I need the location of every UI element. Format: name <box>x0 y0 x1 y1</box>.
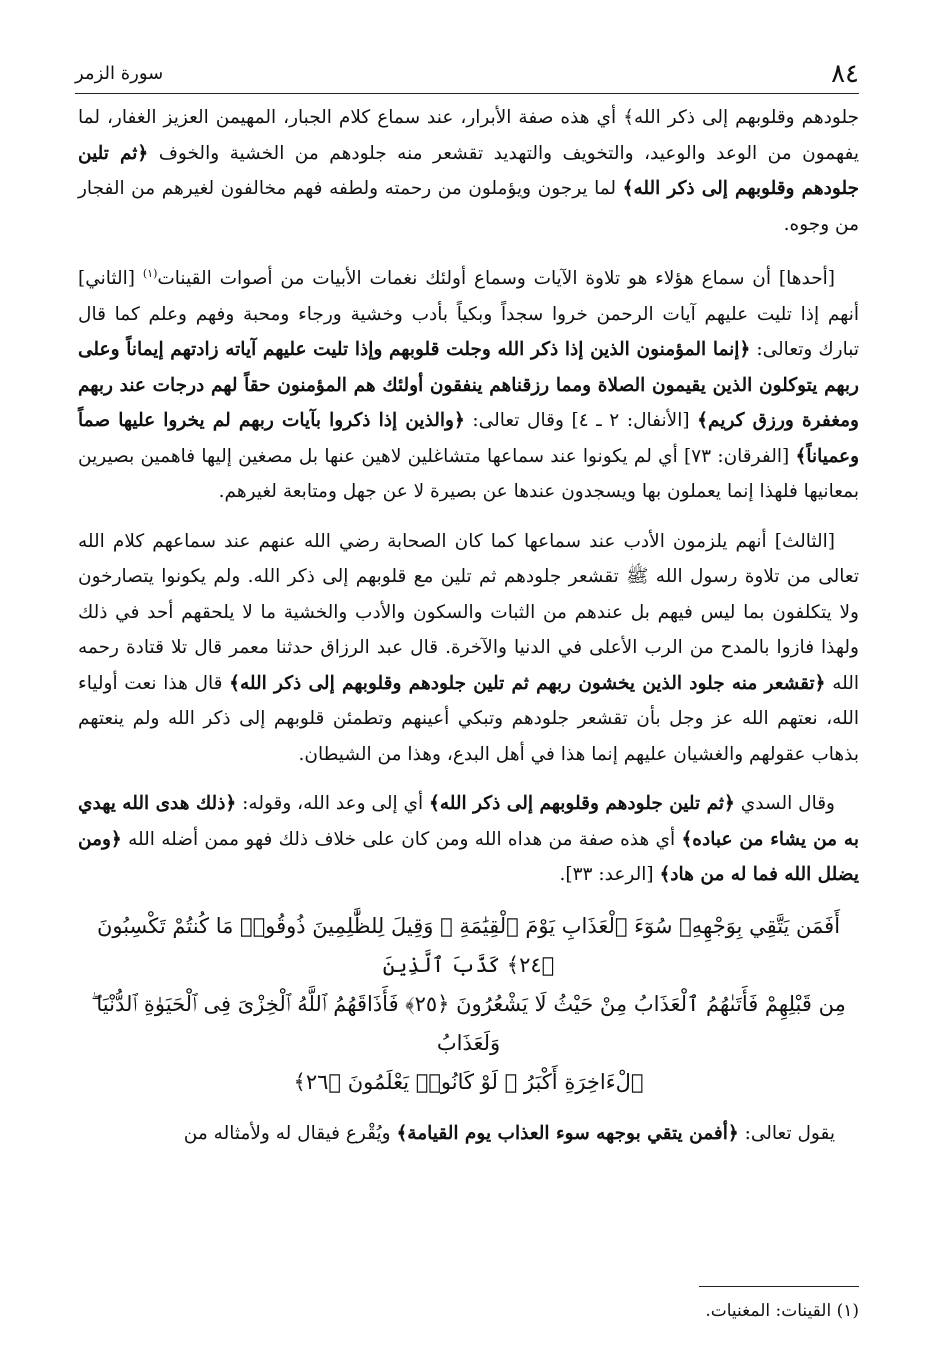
footnote-1: (١) القينات: المغنيات. <box>705 1301 859 1321</box>
footnote-divider <box>699 1286 859 1287</box>
footnote-ref: (١) <box>142 267 158 280</box>
quran-quote: ﴿أفمن يتقي بوجهه سوء العذاب يوم القيامة﴾ <box>396 1122 739 1144</box>
surah-name: سورة الزمر <box>75 63 164 84</box>
paragraph-4 <box>78 786 859 893</box>
page-number: ٨٤ <box>831 59 859 89</box>
text: قال هذا نعت أولياء الله، نعتهم الله عز وجل بأن تقشعر جلودهم وتبكي أعينهم وتطمئن قلوبهم إلى ذكر الله ولم ينعتهم بذهاب عقولهم والغشيان عليهم إنما هذا في أهل البدع، وهذا من الشيطان. <box>78 672 859 765</box>
text: [الثاني] أنهم إذا تليت عليهم آيات الرحمن خروا سجداً وبكياً بأدب وخشية ورجاء ومحبة وفهم وعلم كما قال تبارك وتعالى: <box>78 268 859 361</box>
verse-line: ٱلْءَاخِرَةِ أَكْبَرُ ۚ لَوْ كَانُوا۟ يَعْلَمُونَ ﴿٢٦﴾ <box>293 1069 644 1094</box>
text: [الرعد: ٣٣]. <box>559 864 660 886</box>
quran-quote: ﴿ومن يضلل الله فما له من هاد﴾ <box>78 828 859 886</box>
text: [الأنفال: ٢ ـ ٤] وقال تعالى: <box>464 410 698 432</box>
quran-quote: ﴿ذلك هدى الله يهدي به من يشاء من عباده﴾ <box>78 793 859 850</box>
text: [أحدها] أن سماع هؤلاء هو تلاوة الآيات وسماع أولئك نغمات الأبيات من أصوات القينات <box>157 268 835 290</box>
text: [الثالث] أنهم يلزمون الأدب عند سماعها كما كان الصحابة رضي الله عنهم عند سماعهم كلام الله تعالى من تلاوة رسول الله ﷺ تقشعر جلودهم ثم تلين مع قلوبهم إلى ذكر الله. ولم يكونوا يتصارخون ولا يتكلفون بما ليس فيهم بل عندهم من الثبات والسكون والأدب والخشية ما لا يلحقهم أحد في ذلك ولهذا فازوا بالمدح من الرب الأعلى في الدنيا والآخرة. قال عبد الرزاق حدثنا معمر قال تلا قتادة رحمه الله <box>78 530 860 694</box>
quran-quote: ﴿والذين إذا ذكروا بآيات ربهم لم يخروا عليها صماً وعمياناً﴾ <box>78 410 859 467</box>
text: لما يرجون ويؤملون من رحمته ولطفه فهم مخالفون لغيرهم من الفجار من وجوه. <box>78 178 859 235</box>
text: جلودهم وقلوبهم إلى ذكر الله﴾ أي هذه صفة الأبرار، عند سماع كلام الجبار، المهيمن العزيز الغفار، لما يفهمون من الوعد والوعيد، والتخويف والتهديد تقشعر منه جلودهم من الخشية والخوف <box>78 107 859 164</box>
text: يقول تعالى: <box>738 1122 835 1144</box>
quran-quote: ﴿إنما المؤمنون الذين إذا ذكر الله وجلت قلوبهم وإذا تليت عليهم آياته زادتهم إيماناً وعلى ربهم يتوكلون الذين يقيمون الصلاة ومما رزقناهم ينفقون أولئك هم المؤمنون حقاً لهم درجات عند ربهم ومغفرة ورزق كريم﴾ <box>78 339 859 432</box>
text: أي إلى وعد الله، وقوله: <box>236 793 429 815</box>
page-header <box>75 55 859 94</box>
text: وقال السدي <box>734 793 835 815</box>
verse-line: أَفَمَن يَتَّقِي بِوَجْهِهِۦ سُوٓءَ ٱلْعَذَابِ يَوْمَ ٱلْقِيَٰمَةِ ۚ وَقِيلَ لِلظَّٰلِمِينَ ذُوقُوا۟ مَا كُنتُمْ تَكْسِبُونَ ﴿٢٤﴾ كَذَّبَ ٱلَّذِينَ <box>96 913 841 977</box>
quran-quote: ﴿تقشعر منه جلود الذين يخشون ربهم ثم تلين جلودهم وقلوبهم إلى ذكر الله﴾ <box>229 672 826 694</box>
paragraph-1 <box>78 100 859 242</box>
paragraph-5 <box>78 1116 859 1152</box>
quran-verses-block <box>78 907 859 1102</box>
text: ويُقْرع فيقال له ولأمثاله من <box>183 1122 397 1144</box>
text: أي هذه صفة من هداه الله ومن كان على خلاف ذلك فهو ممن أضله الله <box>121 828 682 850</box>
quran-quote: ﴿ثم تلين جلودهم وقلوبهم إلى ذكر الله﴾ <box>429 793 735 815</box>
verse-line: مِن قَبْلِهِمْ فَأَتَىٰهُمُ ٱلْعَذَابُ مِنْ حَيْثُ لَا يَشْعُرُونَ ﴿٢٥﴾ فَأَذَاقَهُمُ ٱللَّهُ ٱلْخِزْىَ فِى ٱلْحَيَوٰةِ ٱلدُّنْيَا ۖ وَلَعَذَابُ <box>91 991 846 1055</box>
footnotes <box>78 1286 859 1321</box>
quran-quote: ﴿ثم تلين جلودهم وقلوبهم إلى ذكر الله﴾ <box>78 142 860 199</box>
text: [الفرقان: ٧٣] أي لم يكونوا عند سماعها متشاغلين لاهين عنها بل مصغين إليها فاهمين بصيرين بمعانيها فلهذا إنما يعملون بها ويسجدون عندها عن بصيرة لا عن جهل ومتابعة لغيرهم. <box>78 445 859 503</box>
paragraph-2 <box>78 256 859 510</box>
page-body <box>78 100 859 1165</box>
paragraph-3 <box>78 524 859 773</box>
